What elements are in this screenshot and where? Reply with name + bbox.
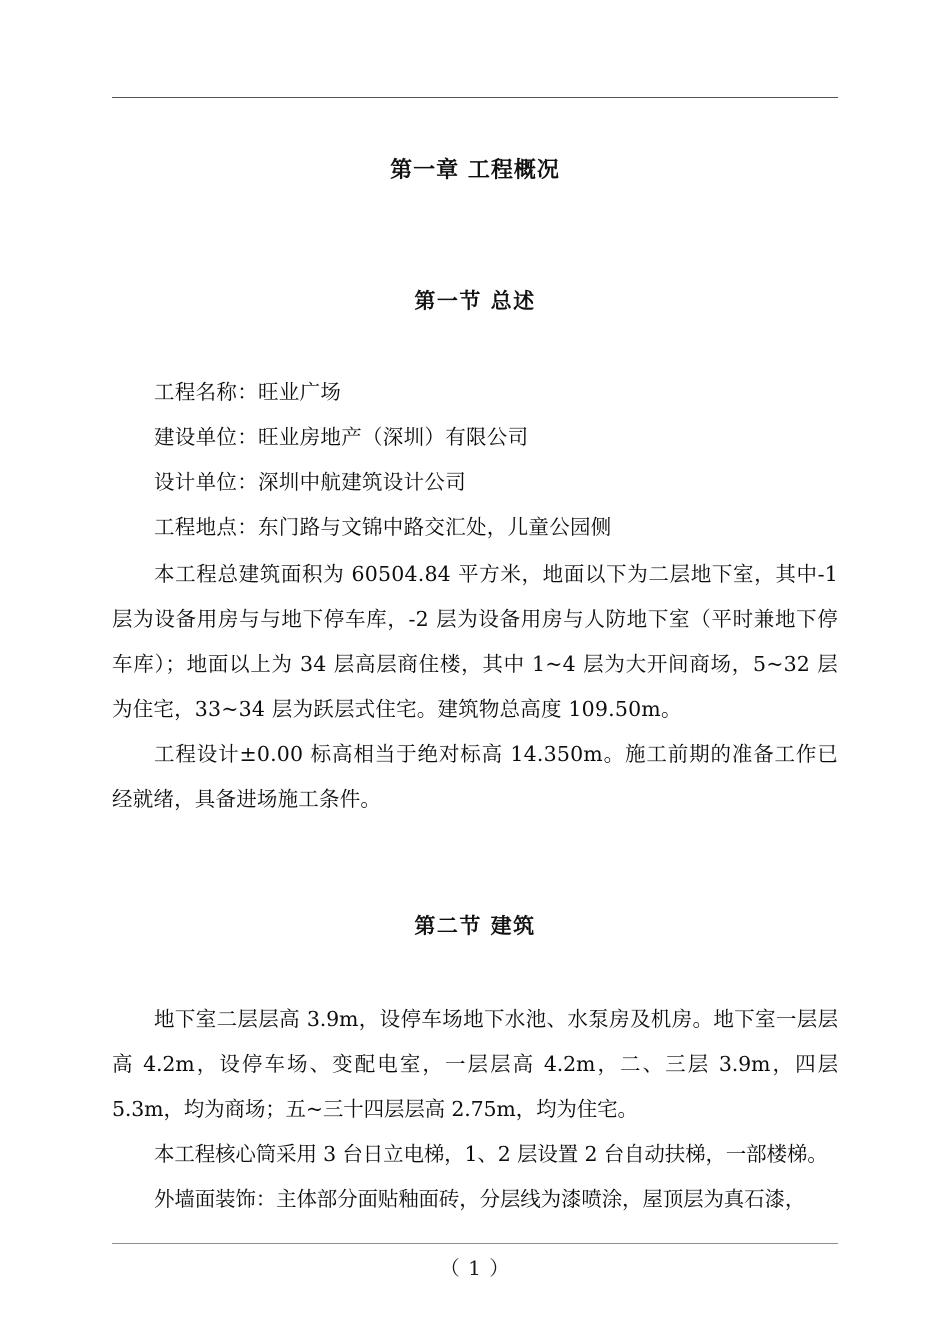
project-info-block [112,370,838,550]
paragraph-elevators: 本工程核心筒采用 3 台日立电梯，1、2 层设置 2 台自动扶梯，一部楼梯。 [154,1142,828,1166]
page-number: （ 1 ） [439,1256,511,1280]
section-heading-1: 第一节 总述 [414,288,536,313]
header-rule [112,97,838,98]
footer-rule [112,1243,838,1244]
section-heading-2: 第二节 建筑 [414,913,536,938]
info-line-design-unit: 设计单位：深圳中航建筑设计公司 [154,470,466,494]
architecture-body-block [112,997,838,1222]
paragraph-overview-area: 本工程总建筑面积为 60504.84 平方米，地面以下为二层地下室，其中-1 层为设备用房与与地下停车库，-2 层为设备用房与人防地下室（平时兼地下停车库）；地面以上为 34 层高层商住楼，其中 1~4 层为大开间商场，5~32 层为住宅，33~34 层为跃层式住宅。建筑物总高度 109.50m。 [112,562,838,721]
paragraph-facade-finish: 外墙面装饰：主体部分面贴釉面砖，分层线为漆喷涂，屋顶层为真石漆， [154,1187,806,1211]
info-line-client-unit: 建设单位：旺业房地产（深圳）有限公司 [154,425,529,449]
info-line-project-site: 工程地点：东门路与文锦中路交汇处，儿童公园侧 [154,515,612,539]
info-line-project-name: 工程名称：旺业广场 [154,380,342,404]
paragraph-overview-elevation: 工程设计±0.00 标高相当于绝对标高 14.350m。施工前期的准备工作已经就绪，具备进场施工条件。 [112,742,838,811]
paragraph-floor-heights: 地下室二层层高 3.9m，设停车场地下水池、水泵房及机房。地下室一层层高 4.2m，设停车场、变配电室，一层层高 4.2m，二、三层 3.9m，四层 5.3m，均为商场；五~三十四层层高 2.75m，均为住宅。 [112,1007,838,1121]
chapter-title: 第一章 工程概况 [390,157,560,183]
page-content [112,118,838,1222]
